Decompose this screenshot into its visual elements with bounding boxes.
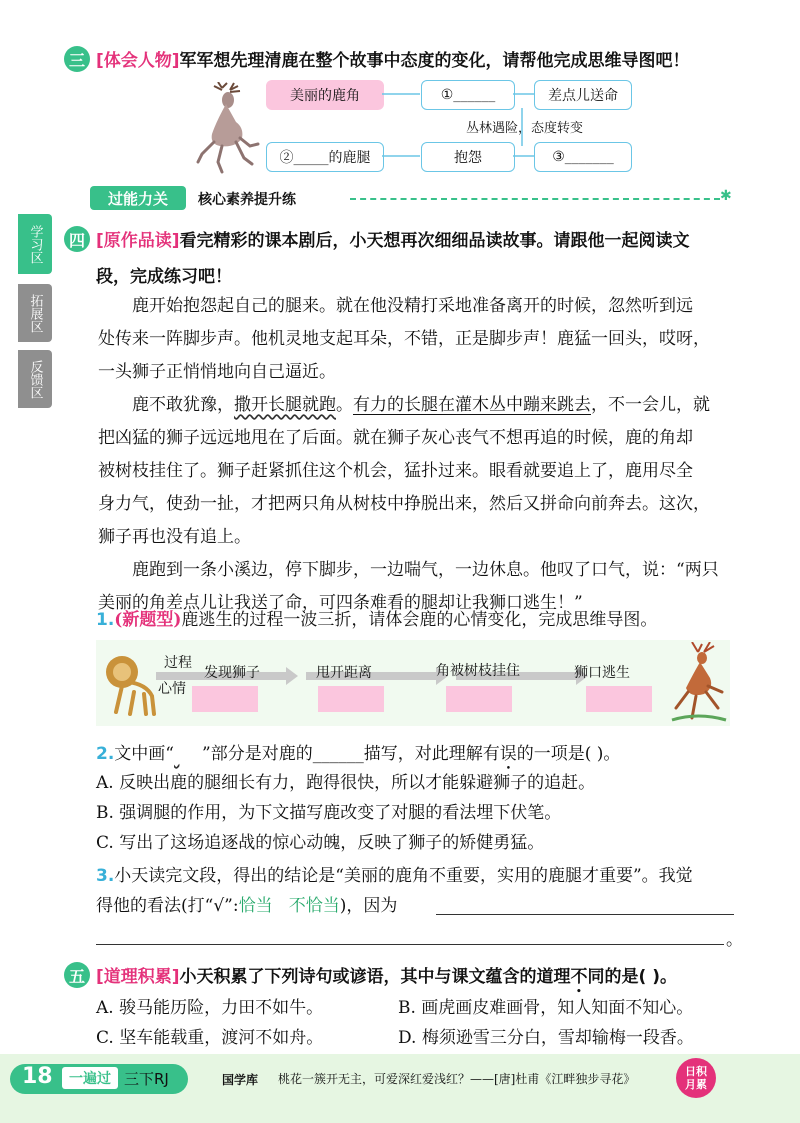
section-3-heading [96,46,690,71]
option-c[interactable]: C. 坚车能载重，渡河不如舟。 [96,1028,324,1048]
emphasized-char: 不 [570,967,588,987]
section-tag: [道理积累] [96,967,180,987]
badge-line: 日积 [685,1065,707,1078]
option-b[interactable]: B. 强调腿的作用，为下文描写鹿改变了对腿的看法埋下伏笔。 [96,803,562,823]
passage-line: 一头狮子正悄悄地向自己逼近。 [98,362,336,382]
answer-line-end: 。 [726,930,743,950]
map-blank-2[interactable]: ②_____的鹿腿 [266,142,384,172]
question-number: 2. [96,744,115,764]
brand-logo: 一遍过 [62,1067,118,1089]
section-instruction: 看完精彩的课本剧后，小天想再次细细品读故事。请跟他一起阅读文 [179,231,690,251]
option-a[interactable]: A. 反映出鹿的腿细长有力，跑得很快，所以才能躲避狮子的追赶。 [96,773,596,793]
passage-line: 鹿跑到一条小溪边，停下脚步，一边喘气，一边休息。他叹了口气，说：“两只 [132,560,719,580]
section-number-badge: 五 [64,962,90,988]
section-instruction: 小天积累了下列诗句或谚语，其中与课文蕴含的道理 [179,967,571,987]
flow-row-label-mood: 心情 [158,681,186,697]
passage-line: 处传来一阵脚步声。他机灵地支起耳朵，不错，正是脚步声！鹿猛一回头，哎呀， [98,329,710,349]
question-3-line-2 [96,892,397,920]
map-box-top-right: 差点儿送命 [534,80,632,110]
wavy-line-sample [174,740,202,768]
question-text: 文中画“ [114,744,174,764]
section-number-badge: 四 [64,226,90,252]
mood-answer-box-4[interactable] [586,686,652,712]
section-tag: [体会人物] [96,51,180,71]
banner-subtitle: 核心素养提升练 [198,192,296,208]
map-blank-3[interactable]: ③_______ [534,142,632,172]
question-text: 鹿逃生的过程一波三折，请体会鹿的心情变化，完成思维导图。 [181,610,658,630]
question-text: 得他的看法(打“√”: [96,896,239,916]
footer [0,1054,800,1123]
passage-line: 把凶猛的狮子远远地甩在了后面。就在狮子灰心丧气不想再追的时候，鹿的角却 [98,428,693,448]
mood-answer-box-3[interactable] [446,686,512,712]
section-number-badge: 三 [64,46,90,72]
emphasized-char: 误 [499,744,517,764]
underlined-text: 有力的长腿在灌木丛中蹦来跳去 [353,395,591,415]
choice-appropriate[interactable]: 恰当 [238,896,273,916]
question-text: )，因为 [339,896,398,916]
passage-line: 身力气，使劲一扯，才把两只角从树枝中挣脱出来，然后又拼命向前奔去。这次， [98,494,710,514]
question-text: 的一项是( )。 [516,744,621,764]
flow-step-2: 甩开距离 [316,665,372,681]
badge-line: 月累 [685,1078,707,1091]
option-d[interactable]: D. 梅须逊雪三分白，雪却输梅一段香。 [398,1028,694,1048]
running-deer-illustration [668,642,728,724]
side-tab-feedback[interactable]: 反馈区 [18,350,52,408]
passage-line: 美丽的角差点儿让我送了命，可四条难看的腿却让我狮口逃生！” [98,593,583,613]
choice-inappropriate[interactable]: 不恰当 [288,896,340,916]
question-number: 1. [96,610,115,630]
flow-step-1: 发现狮子 [204,665,260,681]
passage-line: 被树枝挂住了。狮子赶紧抓住这个机会，猛扑过来。眼看就要追上了，鹿用尽全 [98,461,693,481]
question-3 [96,862,693,890]
map-blank-1[interactable]: ①______ [421,80,515,110]
map-connectors [382,84,534,168]
footer-label: 国学库 [222,1073,259,1087]
question-text: ”部分是对鹿的______描写，对此理解有 [202,744,500,764]
passage-text: ，不一会儿，就 [591,395,710,415]
lion-illustration [100,652,160,718]
option-a[interactable]: A. 骏马能历险，力田不如牛。 [96,998,324,1018]
question-number: 3. [96,866,115,886]
q1-flow-map [96,640,730,726]
mood-answer-box-2[interactable] [318,686,384,712]
flow-step-3: 角被树枝挂住 [436,663,520,679]
passage-text: 。 [336,395,353,415]
section-banner [60,184,740,214]
map-box-top-left: 美丽的鹿角 [266,80,384,110]
star-icon: ✱ [720,188,732,204]
question-1 [96,606,657,634]
section-instruction-cont: 段，完成练习吧！ [96,267,232,287]
side-tab-study[interactable]: 学习区 [18,214,52,274]
section-instruction: 军军想先理清鹿在整个故事中态度的变化，请帮他完成思维导图吧！ [179,51,690,71]
question-text: 小天读完文段，得出的结论是“美丽的鹿角不重要，实用的鹿腿才重要”。我觉 [114,866,693,886]
section-5-heading [96,962,677,997]
section-instruction: 同的是( )。 [587,967,678,987]
passage-text: 鹿不敢犹豫， [132,395,234,415]
option-c[interactable]: C. 写出了这场追逐战的惊心动魄，反映了狮子的矫健勇猛。 [96,833,545,853]
answer-line-2[interactable] [96,944,724,945]
passage-line [98,389,738,422]
option-b[interactable]: B. 画虎画皮难画骨，知人知面不知心。 [398,998,694,1018]
passage-line: 狮子再也没有追上。 [98,527,251,547]
answer-line-1[interactable] [436,914,734,915]
section-tag: [原作品读] [96,231,180,251]
map-center-note: 丛林遇险，态度转变 [466,121,584,136]
mood-answer-box-1[interactable] [192,686,258,712]
flow-step-4: 狮口逃生 [574,665,630,681]
section-4-heading [96,226,690,251]
banner-title: 过能力关 [90,186,186,210]
wavy-underlined-text: 撒开长腿就跑 [234,395,336,415]
question-tag: (新题型) [114,610,182,630]
banner-divider [350,198,720,200]
daily-badge [676,1058,716,1098]
passage [98,290,738,620]
deer-illustration [192,82,262,174]
side-tab-extend[interactable]: 拓展区 [18,284,52,342]
grade-label: 三下RJ [124,1070,169,1088]
flow-row-label-process: 过程 [164,655,192,671]
map-box-bottom-mid: 抱怨 [421,142,515,172]
footer-quote: 桃花一簇开无主，可爱深红爱浅红？——[唐]杜甫《江畔独步寻花》 [278,1072,636,1086]
page-number: 18 [22,1064,53,1089]
passage-line: 鹿开始抱怨起自己的腿来。就在他没精打采地准备离开的时候，忽然听到远 [132,296,693,316]
